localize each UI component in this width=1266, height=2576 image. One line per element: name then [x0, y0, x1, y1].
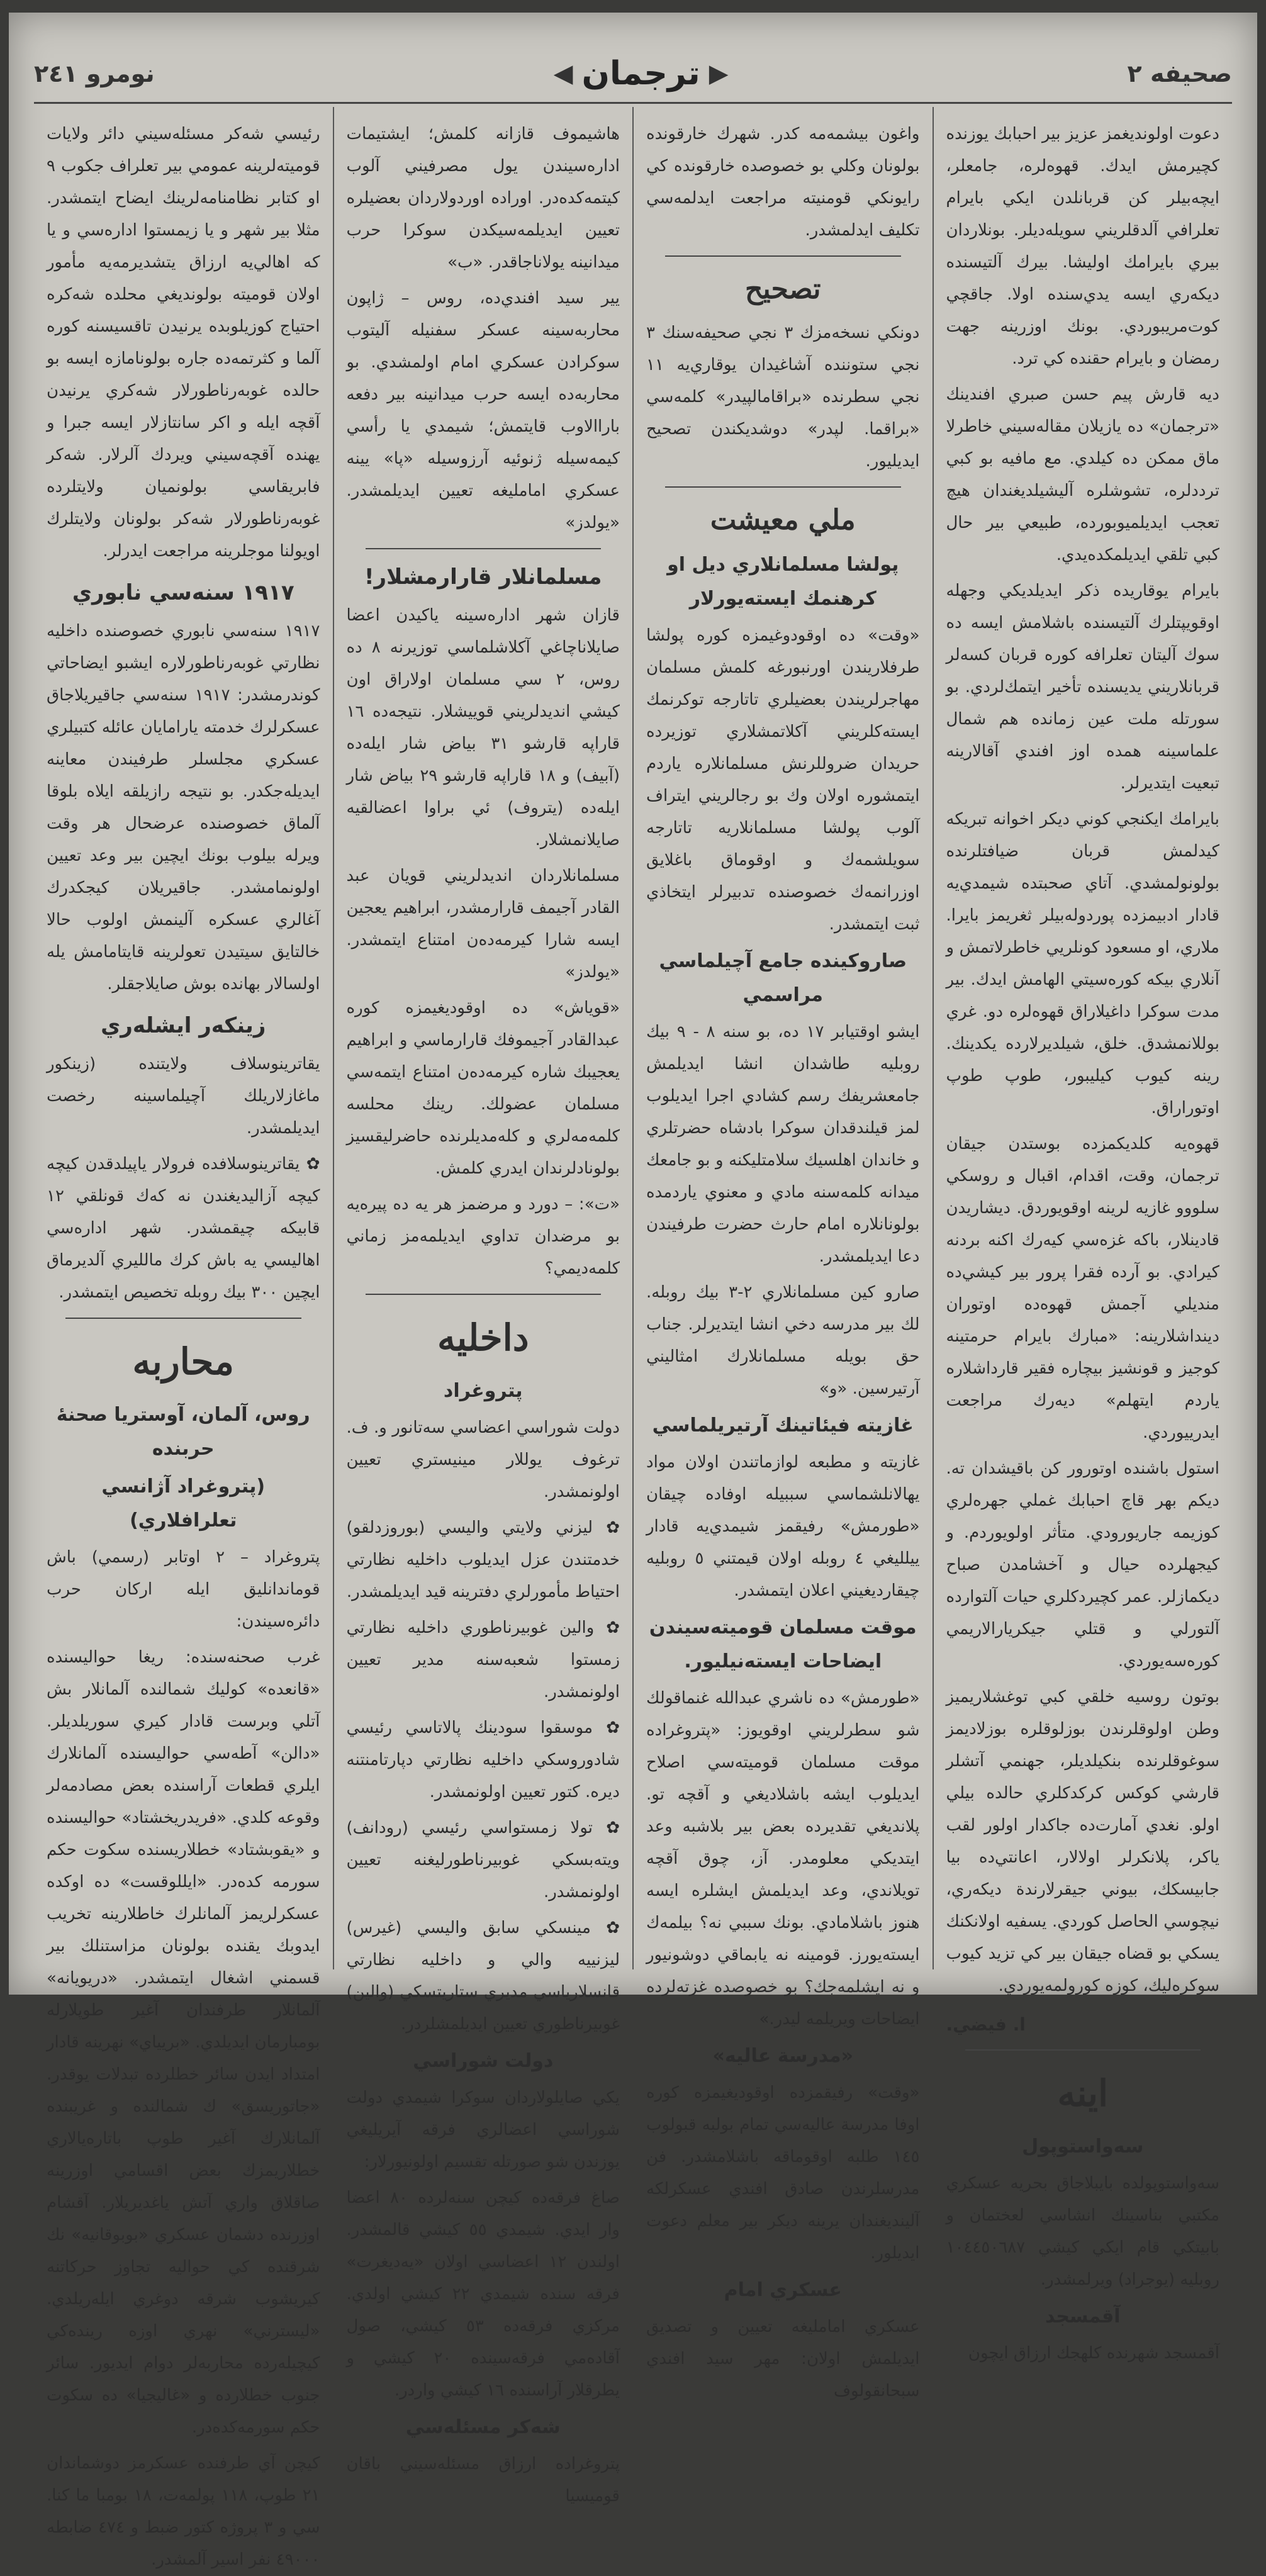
- paragraph: هاشيموف قازانه كلمش؛ ايشتيمات اداره‌سيندن يول مصرفيني آلوب كيتمه‌كده‌در. اوراده اوردولاردان بعضيلره تعيين ايديلمه‌سيكدن سوكرا حرب ميدانينه يولانا‌جاقدر. «ب»: [346, 125, 620, 272]
- subheading: صاروكينده جامع آچيلماسي مراسمي: [659, 950, 907, 1006]
- paragraph: يكي صايلولاردان سوكرا شيمدي دولت شوراسي اعضالري فرقه آيريليغي يوزندن شو صورتله تقسيم اولونيورلار:: [346, 2088, 620, 2171]
- divider: [965, 2049, 1201, 2051]
- paragraph: قازان شهر اداره‌سينه ياكيدن اعضا صايلاناچاغي آكلاشلماسي توزيرنه ٨ ده روس، ٢ سي مسلمان اولاراق اون كيشي انديدلريني قوييشلار. نتيجه‌ده ١٦ قاراپه قارشو ٣١ بياض شار ايله‌ده (آبيف) و ١٨ قاراپه قارشو ٢٩ بياض شار ايله‌ده (يتروف) ئي براوا اعضالقيه صايلانمشلار.: [346, 606, 620, 849]
- paragraph: دعوت اولونديغمز عزيز بير احبابك يوزنده كچيرمش ايدك. قهوه‌لره، جامعلر، ايچه‌بيلر كن قربانلدن ايكي بايرام تعلرافي آلدقلريني سويله‌ديلر. بونلاردان بيري بايرامك اوليشا. بيرك آلتيسنده ديكه‌ري ايسه يدي‌سنده اولا. جاقچي كوت‌مريبوردي. بونك اوزرينه جهت رمضان و بايرام حقنده كي ترد.: [946, 125, 1219, 368]
- subheading: شه‌كر مسئله‌سي: [405, 2416, 561, 2438]
- paragraph: قهوه‌يه كلديكمزده بوستدن جيقان ترجمان، وقت، اقدام، اقبال و روسكي سلووو غازيه لرينه اوقويوردق. ديشاريدن قادينلار، باكه غزه‌سي كيه‌رك اكنه بردنه كيرادي. بو آرده فقرا پرور بير كيشي‌ده منديلي آجمش قهوه‌ده اوتوران دينداشلارينه: «مبارك بايرام حرمتينه كوجيز و قونشيز بيچاره فقير قارداشلاره ياردم ايتهلم» ديه‌رك مراجعت ايدرييوردي.: [946, 1134, 1219, 1442]
- left-ornament-icon: ◀: [553, 59, 573, 88]
- subheading: روس، آلمان، آوستريا صحنهٔ حربنده: [56, 1404, 310, 1460]
- page-label: صحيفه ٢: [1127, 60, 1232, 87]
- columns: [34, 107, 1232, 2569]
- masthead: [34, 45, 1232, 104]
- section-heading: تصحيح: [745, 273, 821, 305]
- paragraph: صاغ فرقه‌ده كيچن سنه‌لرده ٨٠ اعضا وار ايدي. شيمدي ٥٥ كيشي قالمشدر. اولندن ١٢ اعضاسي اولان «يه‌ديغرت» فرقه سنده شيمدي ٢٢ كيشي اولدي. مركزي فرقه‌ده ٥٣ كيشي، صول آقاده‌مي فرقه‌سينده ٢٠ كيشي و يطرقلار آراسنده ١٦ كيشي واردر.: [346, 2188, 620, 2400]
- paragraph: ✿ مينسكي سابق واليسي (غيرس) ليزنييه والي و داخليه نظارتي قانسلارياسي مديري ستاريتسكي (والين) غوبيرناطوري تعيين ايديلمشلردر.: [346, 1918, 620, 2034]
- paragraph: ✿ تولا زمستواسي رئيسي (رودانف) ويته‌بسكي غوبيرناطورليغنه تعيين اولونمشدر.: [346, 1818, 620, 1901]
- paragraph: «طورمش» ده ناشري عبدالله غنماقولك شو سطرلريني اوقويوز: «پتروغراده موقت مسلمان قوميته‌سي اصلاح ايديلوب ايشه باشلاديغي و آقچه تو. پلانديغي تقديرده بعض بير بلاشبه وعد ايتديكي معلومدر. آز، چوق آقچه تويلاندي، وعد ايديلمش ايشلره ايسه هنوز باشلامادي. بونك سببي نه؟ بيلمه‌ك ايسته‌يورز. قومينه نه يابماقي دوشونيور و نه ايشلمه‌جك؟ بو خصوصده غزته‌لرده ايضاحات ويريلمه ليدر.»: [646, 1689, 920, 2029]
- section-heading: داخليه: [437, 1316, 529, 1359]
- subheading: دولت شوراسي: [413, 2050, 554, 2072]
- subheading: موقت مسلمان قوميته‌سيندن ايضاحات ايسته‌نيليور.: [649, 1616, 917, 1672]
- paragraph: غرب صحنه‌سنده: ريغا حواليسنده «قانعده» كوليك شمالنده آلمانلار بش آتلي وبرست قادار كيري سوريلديلر. «دالن» آطه‌سي حواليسنده آلمانلارك ايلري قطعات آراسنده بعض مصادمه‌لر وقوعه كلدي. «فريدريخشتاد» حواليسنده و «يقوبشتاد» خطلاريسنده سكوت حكم سورمه كده‌در. «ايللوقست» ده اوكده عسكرلريمز آلمانلرك خاطلارينه تخريب ايدوبك يقنده بولونان مزاستنلك بير قسمني اشغال ايتمشدر. «دريويانه» آلمانلار طرفندان آغير طوپلارله بومبارمان ايديلدي. «بريياي» نهرينه قادار امتداد ايدن سائر خطلرده تبدلات يوقدر. «جاتوريسق» ك شمالنده و غريبنده آلمانلارك آغير طوپ باتاره‌يالاري خطلاريمزك بعض اقسامي اوزرينه صاقلاق واري آتش ياغديريلار. آقشام اوزرنده دشمان عسكري «بوبوقانيه» نك شرقنده كي حواليه تجاوز حركاتنه كيريشوب شرقه دوغري ايله‌ريلدي. «ليسترني» نهري اوزه رينده‌كي كيچيله‌رده محاربه‌لر دوام ايديور. سائر جنوب خطلارده و «غاليجيا» ده سكوت حكم سورمه‌كده‌در.: [47, 1648, 320, 2437]
- paragraph: بوتون روسيه خلقي كبي توغشلاريميز وطن اولوقلرندن بوزلوقلره‌ بوزلاديمز سوغوقلرنده بنكيلديلر، جهنمي آتشلر قارشي كوكس كركدكلري حالده بيلي اولو. نغدي آمارت‌ده جاكدار اولور لقب ياكر، پلانكرلر اولالار، اعانتي‌ده بيا جابيسكك، بيوني جيقرلارندة ديكه‌ري، نيچوسي الحاصل كوردي. يسفيه اولانكنك يسكي بو قضاه جيقان بير كي تزيد كيوب سوكره‌ليك، كوزه كورولمه‌يوردي.: [946, 1688, 1219, 1995]
- paragraph: بايرامك ايكنجي كوني ديكر اخوانه تبريكه كيدلمش قربان ضيافتلرنده بولونولمشدي. آتاي صحبتده شيمدي‌يه قادار ادبيمزده پوردوله‌بيلر ثغريمز بايرا. ملاري، او مسعود كونلريي خاطرلاتمش و آنلاري بيكه كوره‌سيتي الهامش ايدك. بير مدت سوكرا داغيلاراق قهوه‌لره دو. غري بوللانمشدق. خلق، شيلديرلارده يكدينك. رينه كيوب كيليبور، طوپ طوپ اوتوراراق.: [946, 810, 1219, 1117]
- divider: [665, 486, 901, 488]
- right-ornament-icon: ▶: [709, 59, 729, 88]
- subheading: (پتروغراد آژانسي تعلرافلاري): [101, 1476, 266, 1532]
- paragraph: دولت شوراسي اعضاسي سه‌تانور و. ف. ترغوف يوللار مينيستري تعيين اولونمشدر.: [346, 1418, 620, 1501]
- paragraph: ✿ ليزني ولايتي واليسي (بوروزدلقو) خدمتندن عزل ايديلوب داخليه نظارتي احتياط مأمورلري دفترينه قيد ايديلمشدر.: [346, 1518, 620, 1601]
- column-3: [333, 107, 633, 2506]
- paragraph: بايرام يوقاريده ذكر ايديلديكي وجهله اوقويپتلرك آلتيسنده باشلامش ايسه ده سوك آليتان تعلرافه كوره قربان كسه‌لر قربانلاريني يديسنده تأخير ايتمك‌لردي. بو سورتله ملت عين زمانده هم شمال علماسينه همده اوز افندي آقالارينه تبعيت ايتديرلر.: [946, 581, 1219, 793]
- paragraph: ✿ موسقوا سودينك پالاتاسي رئيسي شادوروسكي داخليه نظارتي دپارتامنتنه ديره. كتور تعيين اولونمشدر.: [346, 1718, 620, 1801]
- paragraph: كيچن آي طرفنده عسكرمز دوشماندان ٢١ طوپ، ١١٨ پولمه‌ت، ١٨ بومبا ما كنا. سي و ٣ پروژه كتور ضبط و ٤٧٤ ضابطه ٤٩٠٠٠ نفر اسير آلمشدر.: [47, 2454, 320, 2569]
- paragraph: رئيسي شه‌كر مسئله‌سيني دائر ولايات قوميته‌لرينه عمومي بير تعلراف جكوب ٩ او كتابر نظامنامه‌لرينك ايضاح ايتمشدر. مثلا بير شهر و يا زيمستوا اداره‌سي و يا كه اهالي‌يه ارزاق يتشدير‌مه‌يه مأمور اولان قوميته بولونديغي محلده شه‌كره احتياج كوزيلوبده يرنيدن تاقسيسنه كوره آلما و كثرتمه‌ده جاره بولونامازه ايسه بو حالده غوبه‌رناطورلار شه‌كري يرنيدن آقچه ايله و اكر سانتازلار ايسه جبرا و يهنده آقچه‌سيني ويردك آلرلار. شه‌كر فابريقاسي بولونميان ولايتلرده غوبه‌رناطورلار شه‌كر بولونان ولايتلرك اويولنا موجلرينه مراجعت ايدرلر.: [47, 125, 320, 561]
- paragraph: يقاترينوسلاف ولايتنده (زينكور ماغازلاريلك آچيلماسينه رخصت ايديلمشدر.: [47, 1055, 320, 1138]
- paragraph: «وقت» رفيقمزده اوقوديغيمزه كوره اوفا مدرسة عاليه‌سي تمام بولبه قبولوب ١٤٥ طلبه اوقوماقه باشلامشدر. فن مدرسلرندن صادق افندي عسكرلكه آلينديغندان يرينه ديكر بير معلم دعوت ايديلور.: [646, 2083, 920, 2263]
- paragraph: ✿ يقاترينوسلافده فرولار ياپيلدقدن كيچه كيچه آزاليديغندن نه كه‌ك قونلقي ١٢ قابيكه چيقمشدر. شهر اداره‌سي اهاليسي يه باش كرك مالليري آلديرماق ايچين ٣٠٠ بيك روبله تخصيص ايتمشدر.: [47, 1155, 320, 1302]
- paragraph: مسلمانلاردان انديدلريني قويان عبد القادر آجيمف قارارمشدر، ابراهيم يعجين ايسه شارا كيرمه‌ده‌ن امتناع ايتمشدر. «يولدز»: [346, 866, 620, 982]
- column-2: [632, 107, 933, 2400]
- paragraph: پتروغراده ارزاق مسئله‌سيني باقان قوميسيا: [346, 2455, 620, 2506]
- paragraph: استول باشنده اوتورور كن باقيشدان ته. ديكم بهر قاچ احبابك غملي جهره‌لري كوزيمه جاريورودي. متأثر اولويوردم. و كيجهلرده حيال و آخشامدن صباح ديكمازلر. عمر كچيردكلري حيات آلتوارده آلتورلي و قتلي جيكر‌يارالاريمي كوره‌سه‌يوردي.: [946, 1459, 1219, 1671]
- subheading: پولشا مسلمانلاري ديل او كرهنمك ايسته‌يورلار: [667, 554, 899, 610]
- paragraph: «ت»: – دورد و مرضمز هر يه ده پيره‌يه بو مرضدان تداوي ايديلمه‌مز زماني كلمه‌ديمي؟: [346, 1195, 620, 1278]
- section-heading: محاربه: [132, 1340, 234, 1383]
- paragraph: «وقت» ده اوقودوغيمزه كوره پولشا طرفلاريندن اورنبورغه كلمش مسلمان مهاجرلريندن بعضيلري تاتارجه توكرنمك ايسته‌كلريني آكلاتمشلاري توزيرده حريدان ضروللرنش مسلمانلاره ياردم ايتمشوره اولان وك بو رجالريني ايتراف آلوب پولشا مسلمانلاريه تاتارجه سويلشمه‌ك و اوقوماق باغلايق اوزرانمه‌ك خصوصنده تدبيرلر ايتخاذي ثبت ايتمشدر.: [646, 626, 920, 934]
- paragraph: يير سيد افندي‌ده، روس – ژاپون محاربه‌سينه عسكر سفنيله آليتوب سوكرادن عسكري امام اولمشدي. بو محاربه‌ده ايسه حرب ميدانينه بير دفعه باراالاوب قايتمش؛ شيمدي يا رأسي كيمه‌سيله ژنوئيه آرزوسيله «پا» يينه عسكري امامليغه تعيين ايديلمشدر. «يولدز»: [346, 289, 620, 532]
- paragraph: واغون بيشمه‌مه كدر. شهرك خارقونده بولونان وكلي بو خصوصده خارقونده كي رايونكي قومنيته مراجعت ايدلمه‌سي تكليف ايدلمشدر.: [646, 125, 920, 240]
- column-1: [933, 107, 1233, 2363]
- paragraph: ايشو اوقتيابر ١٧ ده، بو سنه ٨ - ٩ بيك روبليه طاشدان انشا ايديلمش جامعشريفك رسم كشادي اجرا ايديلوب لمز قيلندقدان سوكرا بادشاه حضرتلري و خاندان اهلسيك سلامتليكنه و بو جامعك ميدانه كلمه‌سنه مادي و معنوي ياردمده بولونانلاره امام حارث حضرت طرفيندن دعا ايديلمشدر.: [646, 1022, 920, 1266]
- paragraph: عسكري امامليغه تعيين و تصديق ايديلمش اولان: مهر سيد افندي سبحانقولوف: [646, 2317, 920, 2400]
- section-heading: مسلمانلار قارارمشلار!: [364, 564, 602, 590]
- paragraph: «قوياش» ده اوقوديغيمزه كوره عبدالقادر آجيموفك قارارماسي و ابراهيم يعجيبك شاره كيرمه‌ده‌ن امتناع ايتمه‌سي مسلمان عضولك. رينك محلسه كلمه‌مه‌لري و كله‌مديلرنده حاضرليقسيز بولونادلرندان ايدري كلمش.: [346, 999, 620, 1178]
- paragraph: دونكي نسخه‌مزك ٣ نجي صحيفه‌سنك ٣ نجي ستوننده آشاغيدان يوقاري‌يه ١١ نجي سطرنده «براقامالپيدر» كلمه‌سي «براقما. لپدر» دوشديكندن تصحيح ايديليور.: [646, 323, 920, 471]
- section-heading: اينه: [1057, 2072, 1109, 2115]
- subheading: آقمسجد: [1045, 2305, 1121, 2327]
- paragraph: ١٩١٧ سنه‌سي نابوري خصوصنده داخليه نظارتي غوبه‌رناطورلاره ايشبو ايضاحاتي كوندرمشدر: ١٩١٧ سنه‌سي جاقيريلاجاق عسكرلرك خدمته يارامايان عائله كتبيلري عسكري مجلسلر طرفيندن معاينه ايديله‌جكدر. بو نتيجه رازيلقه ايلاه بلوقا آلماق خصوصنده عرضحال هر وقت ويرله بيلوب بونك ايچين بير وعد تعيين اولونمامشدر. جاقيريلان كيجكدرك آغالري عسكره آلينمش اولوب حالا خالتايق سيتيدن تعولرينه قايتامامش يله اولسالار بهانده بوش صايلاجقلر.: [47, 622, 320, 994]
- newspaper-page: [9, 13, 1257, 2569]
- subheading: سه‌واستوپول: [1022, 2136, 1144, 2158]
- paragraph: سه‌واستوپولده بايبلاجاق بحريه عسكري مكتبي بناسينك انشاسي لعختمان و بابيتكي قام ايكي كيشي ١٠٤٤٥٠٦٨٧ روبليه (يوجراد) ويرلمشدر.: [946, 2174, 1219, 2289]
- title-text: ترجمان: [581, 55, 700, 92]
- subheading: غازيته فيئاتينك آرتيريلماسي: [652, 1414, 914, 1436]
- divider: [665, 255, 901, 257]
- paragraph: ديه قارش پيم حسن صبري افندينك «ترجمان» ده يازيلان مقاله‌سيني خاطرلا ماق ممكن ده كيلدي. مع مافيه بو كبي ترددلره، تشوشلره آليشيلديغندان هيچ تعجب ايديلميوبورده، طبيعي بير حال كبي تلقي ايديلمكده‌يدي.: [946, 385, 1219, 564]
- issue-number: نومرو ٢٤١: [34, 60, 155, 87]
- newspaper-title: [554, 55, 729, 92]
- paragraph: صارو كين مسلمانلاري ٢-٣ بيك روبله. لك بير مدرسه دخي انشا ايتديرلر. جناب حق بويله مسلمانلارك امثاليني آرتيرسين. «و»: [646, 1283, 920, 1398]
- subheading: عسكري امام: [724, 2279, 842, 2301]
- section-heading: ١٩١٧ سنه‌سي نابوري: [72, 580, 294, 605]
- paragraph: ✿ والين غوبيرناطوري داخليه نظارتي زمستوا شعبه‌سنه مدير تعيين اولونمشدر.: [346, 1618, 620, 1701]
- paragraph: آقمسجد شهرنده كلهجك ارزاق ايچون: [968, 2344, 1219, 2363]
- signature: ا. فيضي.: [946, 2014, 1026, 2035]
- subheading: پتروغراد: [443, 1380, 523, 1402]
- paragraph: پتروغراد – ٢ اوتابر (رسمي) باش قوماندانليق ايله اركان حرب دائره‌سيندن:: [47, 1548, 320, 1631]
- divider: [366, 1294, 602, 1295]
- column-4: [34, 107, 333, 2569]
- divider: [366, 548, 602, 549]
- subheading: «مدرسة عاليه»: [712, 2045, 854, 2067]
- section-heading: ملي معيشت: [710, 504, 856, 536]
- paragraph: غازيته و مطبعه لوازماتندن اولان مواد يهالانلشماسي سببيله اوفاده چيقان «طورمش» رفيقمز شيمدي‌يه قادار ييلليغي ٤ روبله اولان قيمتني ٥ روبليه چيقارديغيني اعلان ايتمشدر.: [646, 1453, 920, 1600]
- divider: [65, 1318, 301, 1319]
- section-heading: زينكه‌ر ايشله‌ري: [101, 1013, 266, 1038]
